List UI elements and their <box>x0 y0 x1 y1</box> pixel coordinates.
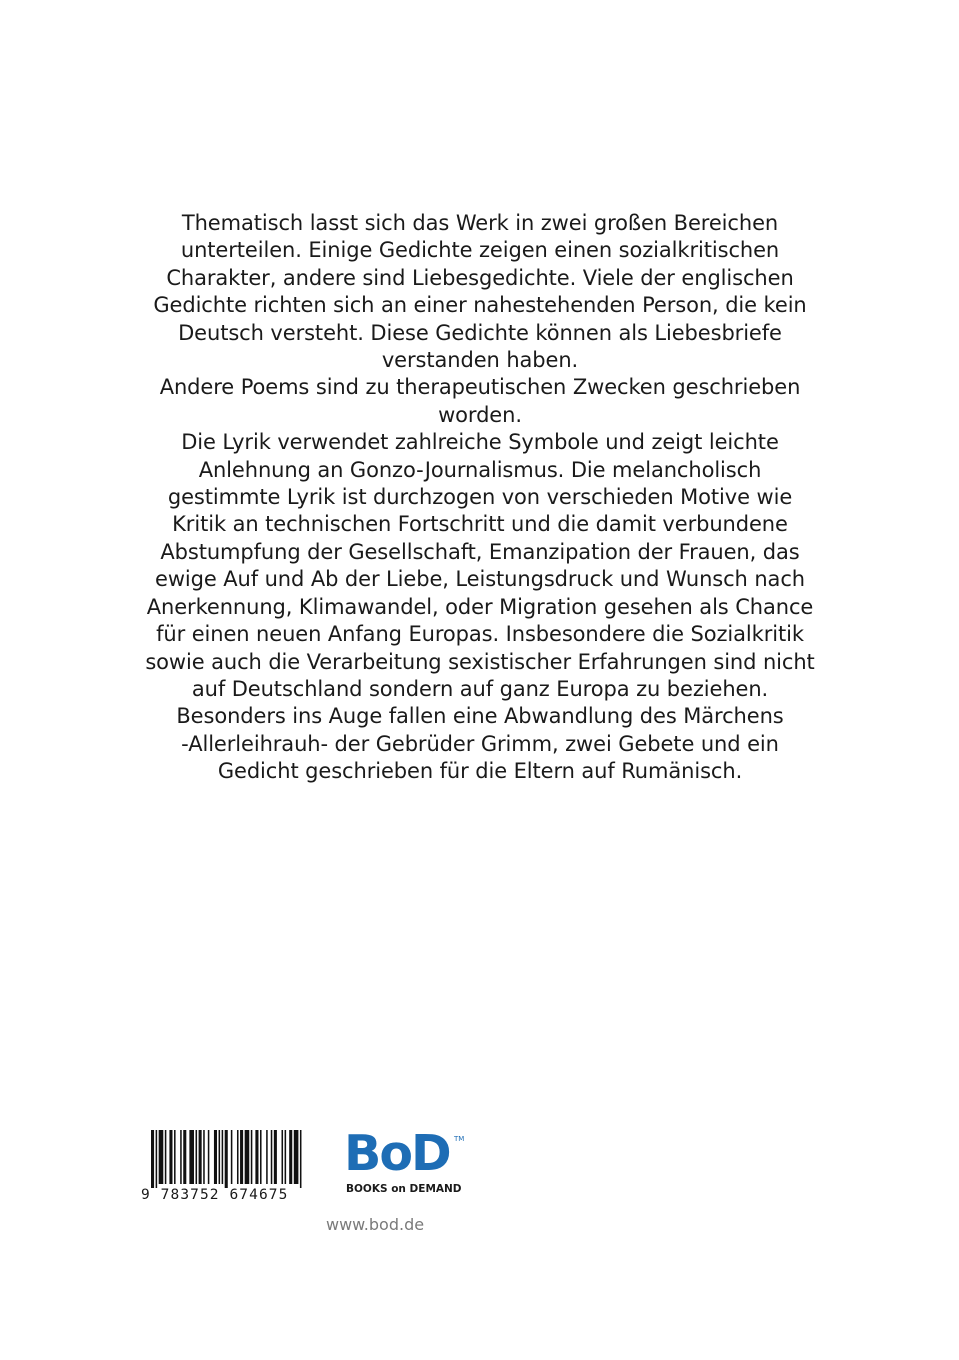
barcode-bar <box>165 1130 167 1184</box>
blurb-line: ewige Auf und Ab der Liebe, Leistungsdruck und Wunsch nach <box>155 567 805 592</box>
publisher-website: www.bod.de <box>326 1215 425 1234</box>
blurb-line: Anlehnung an Gonzo-Journalismus. Die melancholisch <box>198 457 762 482</box>
blurb-line: -Allerleihrauh- der Gebrüder Grimm, zwei Gebete und ein <box>181 731 779 756</box>
barcode-bar <box>285 1130 287 1184</box>
blurb-line: Die Lyrik verwendet zahlreiche Symbole und zeigt leichte <box>181 430 779 455</box>
blurb-line: Thematisch lasst sich das Werk in zwei großen Bereichen <box>181 211 779 235</box>
blurb-line: worden. <box>438 402 522 427</box>
barcode-bar <box>189 1130 194 1184</box>
blurb-line: Gedichte richten sich an einer nahestehenden Person, die kein <box>153 293 807 318</box>
barcode-bar <box>199 1130 202 1184</box>
barcode-bar <box>294 1130 299 1184</box>
barcode-bar <box>222 1130 224 1184</box>
barcode-bar <box>282 1130 284 1184</box>
barcode-bar <box>214 1130 217 1184</box>
barcode-bar <box>251 1130 253 1184</box>
blurb-line: auf Deutschland sondern auf ganz Europa zu beziehen. <box>191 676 769 701</box>
barcode-bar <box>156 1130 158 1188</box>
isbn-number: 9 783752 674675 <box>141 1187 289 1203</box>
blurb-line: verstanden haben. <box>381 348 579 373</box>
barcode-bar <box>271 1130 273 1184</box>
blurb-line: sowie auch die Verarbeitung sexistischer Erfahrungen sind nicht <box>145 649 815 674</box>
bod-logo-mark: BoD <box>344 1125 450 1182</box>
blurb-line: Anerkennung, Klimawandel, oder Migration gesehen als Chance <box>146 594 814 619</box>
publisher-logo <box>344 1125 474 1198</box>
blurb-line: Charakter, andere sind Liebesgedichte. Viele der englischen <box>166 265 794 290</box>
barcode-bar <box>196 1130 198 1184</box>
barcode-bar <box>225 1130 228 1188</box>
blurb-line: unterteilen. Einige Gedichte zeigen einen sozialkritischen <box>180 238 780 263</box>
blurb-line: Kritik an technischen Fortschritt und die damit verbundene <box>172 512 788 537</box>
barcode-bar <box>159 1130 164 1184</box>
blurb-line: Deutsch versteht. Diese Gedichte können als Liebesbriefe <box>178 320 782 345</box>
barcode-bar <box>289 1130 292 1184</box>
back-cover-blurb <box>130 210 830 786</box>
barcode-bar <box>274 1130 277 1184</box>
publisher-tagline: BOOKS on DEMAND <box>346 1183 462 1195</box>
barcode-bar <box>237 1130 239 1184</box>
barcode-bar <box>180 1130 182 1184</box>
blurb-line: für einen neuen Anfang Europas. Insbesondere die Sozialkritik <box>156 622 804 647</box>
barcode-bar <box>240 1130 243 1184</box>
barcode-bar <box>231 1130 233 1184</box>
barcode-bar <box>255 1130 258 1184</box>
barcode-bars <box>151 1130 303 1188</box>
barcode-bar <box>300 1130 302 1188</box>
blurb-line: gestimmte Lyrik ist durchzogen von verschieden Motive wie <box>167 485 793 510</box>
barcode-bar <box>208 1130 210 1184</box>
barcode-bar <box>151 1130 154 1188</box>
barcode-bar <box>260 1130 262 1184</box>
barcode-bar <box>219 1130 221 1184</box>
barcode-bar <box>169 1130 172 1184</box>
isbn-barcode <box>137 1128 307 1208</box>
barcode-bar <box>183 1130 186 1184</box>
trademark-symbol: TM <box>454 1135 465 1143</box>
barcode-bar <box>203 1130 205 1184</box>
blurb-line: Abstumpfung der Gesellschaft, Emanzipation der Frauen, das <box>160 539 800 564</box>
barcode-bar <box>245 1130 250 1184</box>
barcode-bar <box>266 1130 268 1184</box>
barcode-bar <box>174 1130 176 1184</box>
blurb-line: Andere Poems sind zu therapeutischen Zwecken geschrieben <box>159 375 801 400</box>
blurb-line: Besonders ins Auge fallen eine Abwandlung des Märchens <box>176 704 784 729</box>
blurb-line: Gedicht geschrieben für die Eltern auf Rumänisch. <box>217 759 743 784</box>
